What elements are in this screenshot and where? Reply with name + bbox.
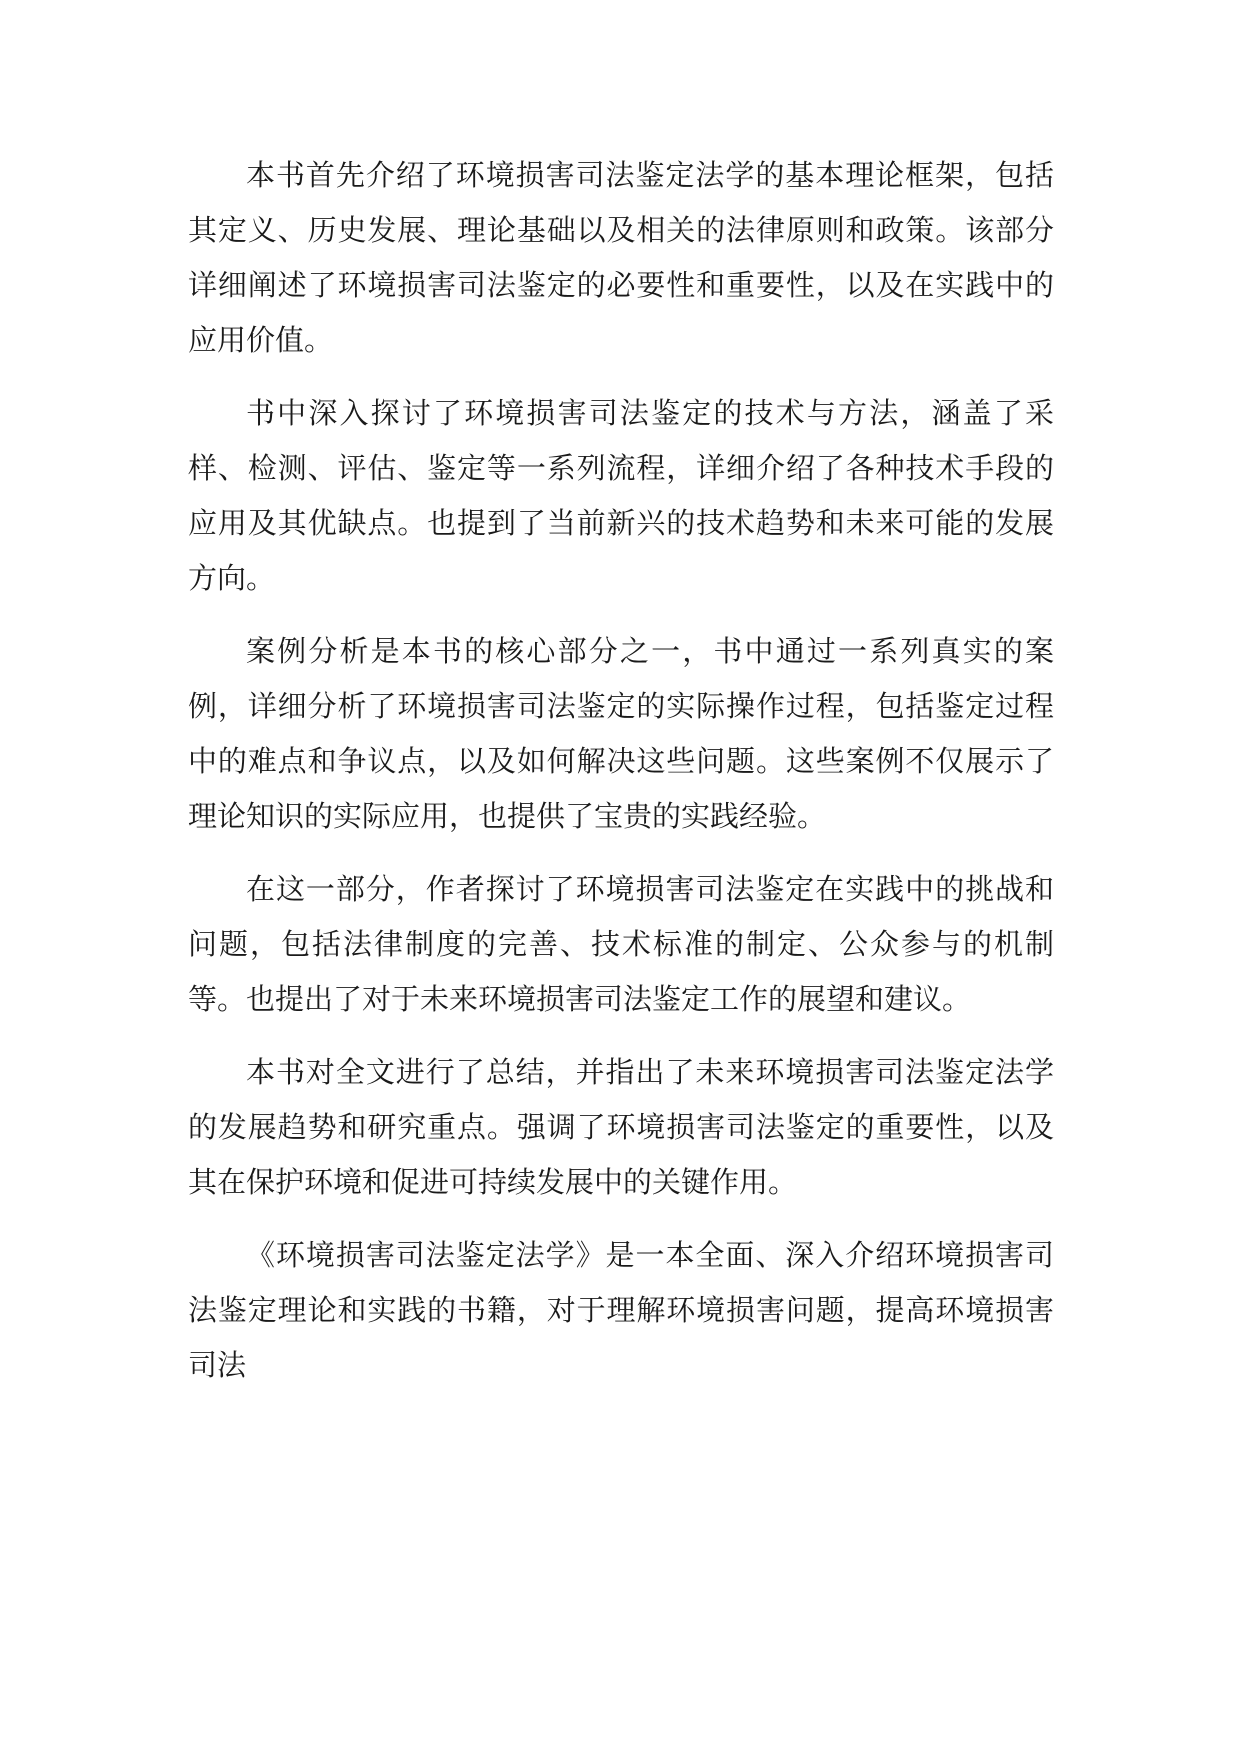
paragraph-methods: 书中深入探讨了环境损害司法鉴定的技术与方法，涵盖了采样、检测、评估、鉴定等一系列流程，详细介绍了各种技术手段的应用及其优缺点。也提到了当前新兴的技术趋势和未来可能的发展方向。 [188, 396, 1054, 595]
paragraph-challenges: 在这一部分，作者探讨了环境损害司法鉴定在实践中的挑战和问题，包括法律制度的完善、技术标准的制定、公众参与的机制等。也提出了对于未来环境损害司法鉴定工作的展望和建议。 [188, 872, 1054, 1016]
paragraph-theory: 本书首先介绍了环境损害司法鉴定法学的基本理论框架，包括其定义、历史发展、理论基础以及相关的法律原则和政策。该部分详细阐述了环境损害司法鉴定的必要性和重要性，以及在实践中的应用价值。 [188, 158, 1054, 357]
paragraph-conclusion: 《环境损害司法鉴定法学》是一本全面、深入介绍环境损害司法鉴定理论和实践的书籍，对于理解环境损害问题，提高环境损害司法 [188, 1238, 1054, 1382]
paragraph-cases: 案例分析是本书的核心部分之一，书中通过一系列真实的案例，详细分析了环境损害司法鉴定的实际操作过程，包括鉴定过程中的难点和争议点，以及如何解决这些问题。这些案例不仅展示了理论知识的实际应用，也提供了宝贵的实践经验。 [188, 634, 1054, 833]
body-text [188, 148, 1054, 1411]
paragraph-summary: 本书对全文进行了总结，并指出了未来环境损害司法鉴定法学的发展趋势和研究重点。强调了环境损害司法鉴定的重要性，以及其在保护环境和促进可持续发展中的关键作用。 [188, 1055, 1054, 1199]
